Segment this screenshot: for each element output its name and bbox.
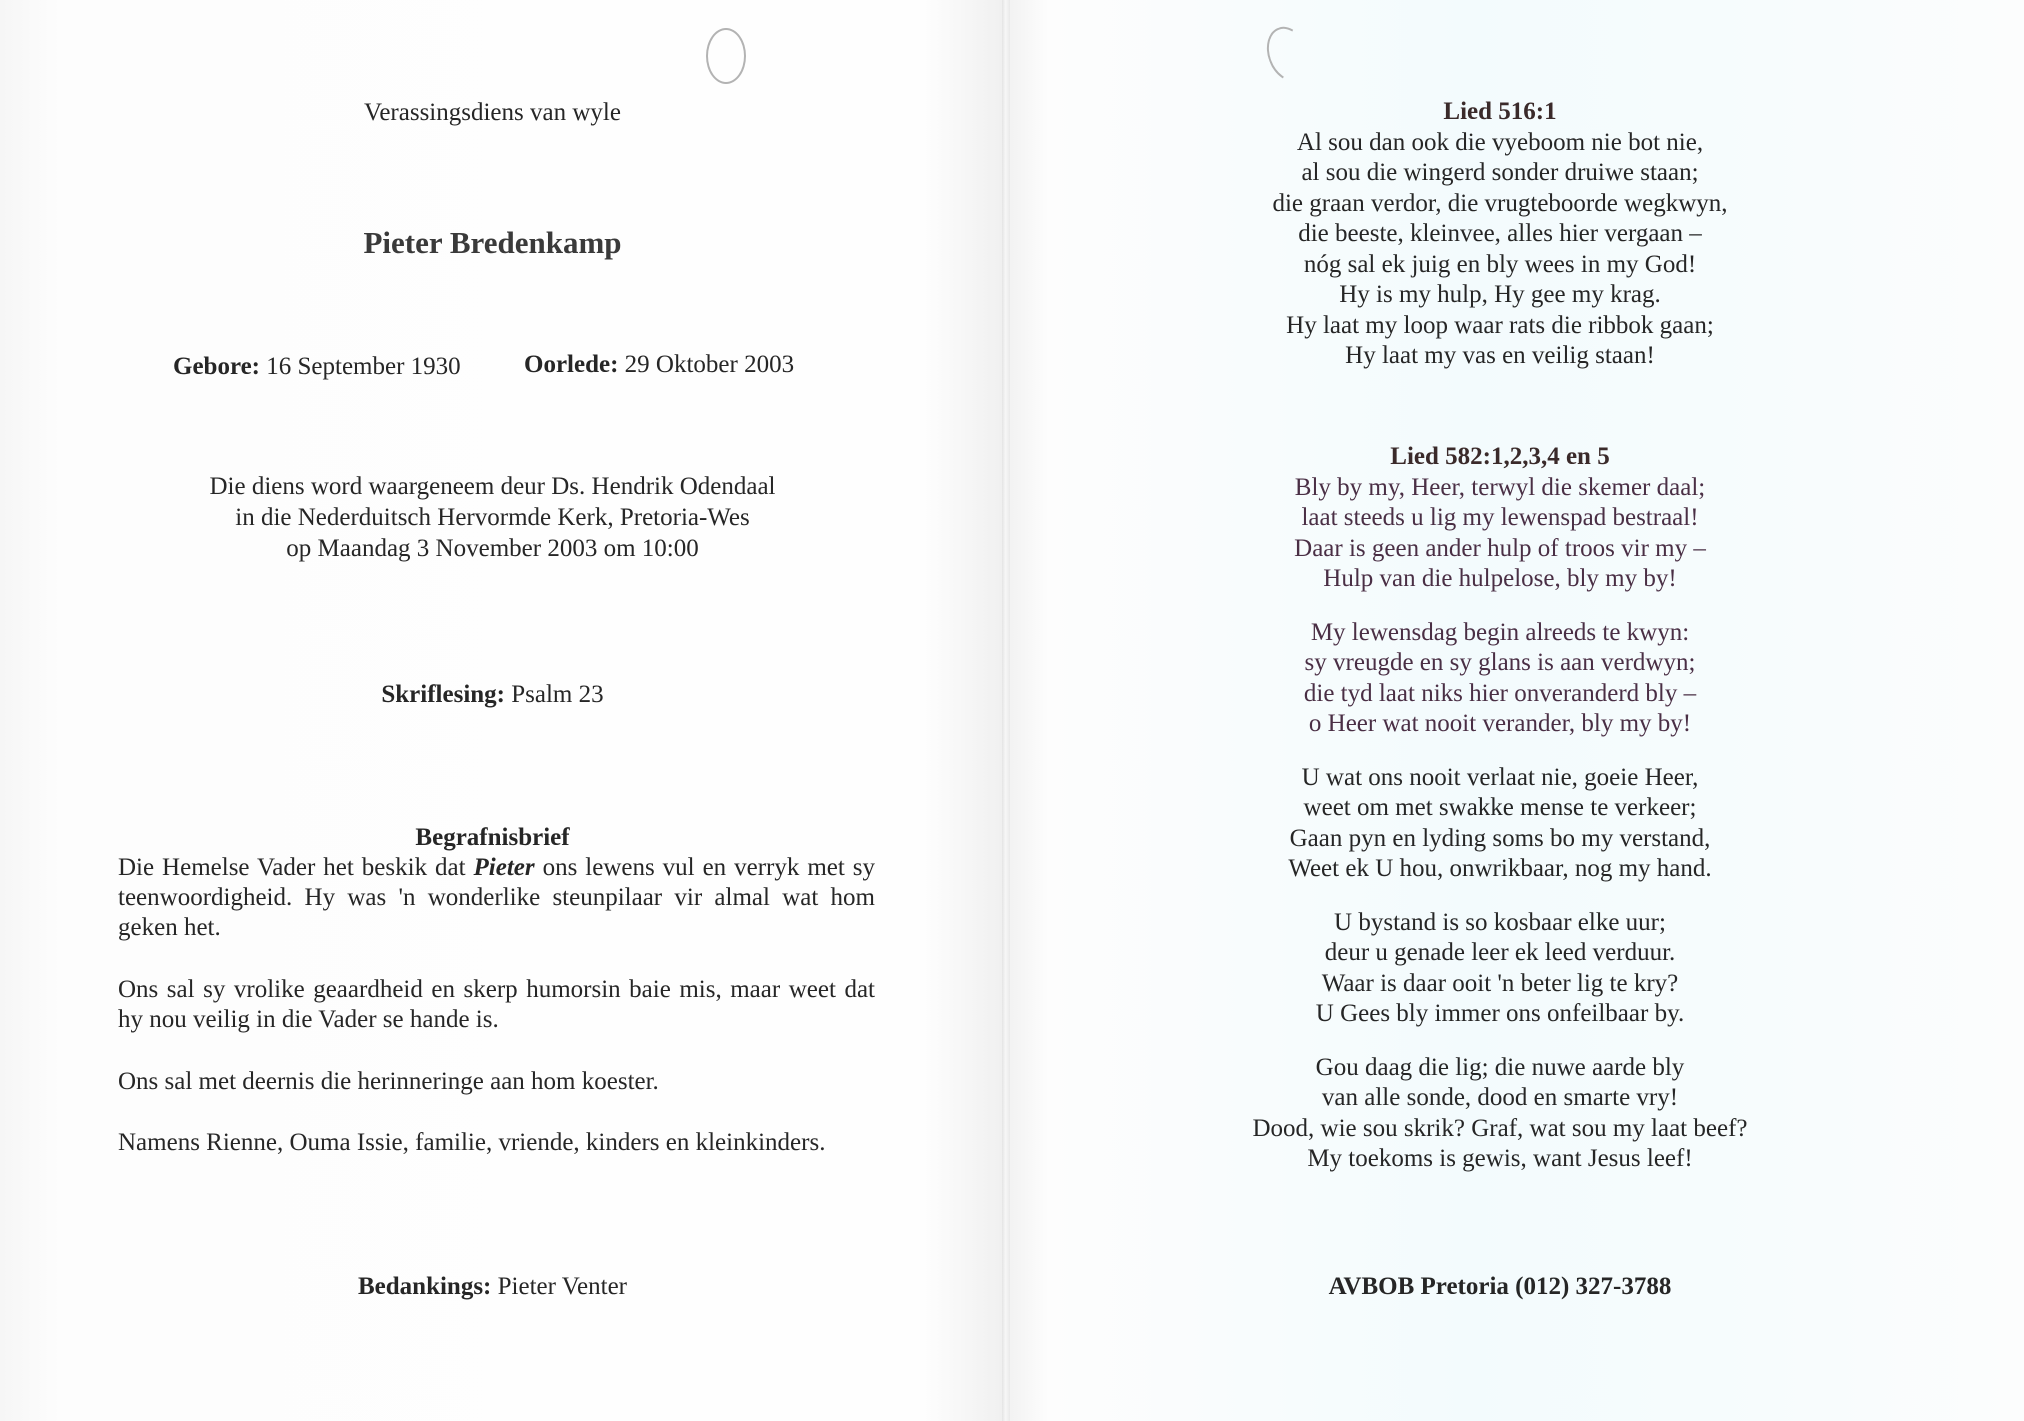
hymn-line: My lewensdag begin alreeds te kwyn: (1310, 618, 1690, 646)
thanks-label: Bedankings: (358, 1273, 492, 1300)
death-date (524, 350, 794, 380)
hymn-line: die beeste, kleinvee, alles hier vergaan – (1298, 220, 1702, 247)
thanks-value: Pieter Venter (497, 1273, 627, 1300)
hymn-stanza (1200, 908, 1800, 1030)
hymn-516 (1200, 97, 1800, 372)
birth-date (173, 352, 461, 382)
reading-value: Psalm 23 (511, 681, 604, 708)
hymn-582 (1200, 442, 1800, 1198)
hymn-stanza (1200, 618, 1800, 740)
hymn-line: die graan verdor, die vrugteboorde wegkwyn, (1272, 189, 1728, 217)
hymn-line: sy vreugde en sy glans is aan verdwyn; (1304, 649, 1696, 676)
service-line: Die diens word waargeneem deur Ds. Hendrik Odendaal (209, 473, 776, 500)
hymn-line: My toekoms is gewis, want Jesus leef! (1307, 1145, 1693, 1172)
letter-title: Begrafnisbrief (415, 824, 570, 851)
intro-line: Verassingsdiens van wyle (364, 99, 621, 126)
hymn-line: Waar is daar ooit 'n beter lig te kry? (1321, 969, 1679, 997)
hymn-line: Al sou dan ook die vyeboom nie bot nie, (1296, 128, 1704, 156)
funeral-home-footer: AVBOB Pretoria (012) 327-3788 (1328, 1273, 1672, 1300)
hymn-line: deur u genade leer ek leed verduur. (1324, 939, 1676, 966)
hymn-line: Bly by my, Heer, terwyl die skemer daal; (1294, 473, 1706, 501)
hymn-line: o Heer wat nooit verander, bly my by! (1308, 710, 1692, 737)
service-line: in die Nederduitsch Hervormde Kerk, Pretoria-Wes (235, 504, 750, 531)
hymn-line: U wat ons nooit verlaat nie, goeie Heer, (1301, 763, 1699, 791)
hymn-line: Gaan pyn en lyding soms bo my verstand, (1289, 824, 1711, 852)
hymn-line: nóg sal ek juig en bly wees in my God! (1303, 250, 1697, 278)
hymn-line: die tyd laat niks hier onveranderd bly – (1303, 679, 1697, 707)
letter-p1-name: Pieter (473, 854, 535, 881)
hymn-line: laat steeds u lig my lewenspad bestraal! (1301, 504, 1699, 531)
letter-paragraph: Namens Rienne, Ouma Issie, familie, vriende, kinders en kleinkinders. (118, 1129, 826, 1156)
hymn-line: Daar is geen ander hulp of troos vir my – (1294, 534, 1706, 562)
funeral-letter (118, 853, 875, 1190)
hymn-line: Hy is my hulp, Hy gee my krag. (1339, 281, 1661, 308)
deceased-name: Pieter Bredenkamp (363, 225, 622, 260)
scripture-reading (200, 680, 785, 710)
died-value: 29 Oktober 2003 (624, 351, 795, 378)
service-details (110, 472, 875, 565)
died-label: Oorlede: (524, 351, 619, 378)
hymn-title: Lied 582:1,2,3,4 en 5 (1390, 443, 1610, 470)
hymn-line: Dood, wie sou skrik? Graf, wat sou my laat beef? (1252, 1114, 1748, 1142)
letter-paragraph: Ons sal met deernis die herinneringe aan hom koester. (118, 1068, 659, 1095)
page-fold (1002, 0, 1010, 1421)
left-page (0, 0, 1003, 1421)
hymn-line: Hy laat my vas en veilig staan! (1345, 342, 1655, 369)
hymn-title: Lied 516:1 (1443, 98, 1557, 125)
letter-p1-start: Die Hemelse Vader het beskik dat (118, 854, 474, 881)
service-line: op Maandag 3 November 2003 om 10:00 (286, 535, 699, 562)
born-value: 16 September 1930 (266, 353, 461, 380)
hymn-line: Hulp van die hulpelose, bly my by! (1323, 565, 1677, 592)
letter-p1-end: ons lewens vul en verryk met sy teenwoordigheid. Hy was 'n wonderlike steunpilaar vir almal wat hom geken het. (118, 854, 876, 941)
hymn-line: weet om met swakke mense te verkeer; (1303, 794, 1697, 821)
letter-paragraph: Ons sal sy vrolike geaardheid en skerp humorsin baie mis, maar weet dat hy nou veilig in die Vader se hande is. (118, 976, 875, 1033)
hymn-stanza (1200, 763, 1800, 885)
hymn-line: al sou die wingerd sonder druiwe staan; (1301, 159, 1699, 186)
hymn-line: Gou daag die lig; die nuwe aarde bly (1315, 1053, 1685, 1081)
hymn-stanza (1200, 473, 1800, 595)
born-label: Gebore: (173, 353, 261, 380)
reading-label: Skriflesing: (381, 681, 505, 708)
hymn-line: Hy laat my loop waar rats die ribbok gaan; (1286, 311, 1714, 339)
punch-hole-left (706, 28, 746, 84)
hymn-stanza (1200, 1053, 1800, 1175)
acknowledgements (200, 1272, 785, 1302)
hymn-line: Weet ek U hou, onwrikbaar, nog my hand. (1288, 855, 1712, 882)
hymn-line: van alle sonde, dood en smarte vry! (1321, 1084, 1679, 1111)
letter-paragraph (118, 853, 875, 943)
hymn-line: U Gees bly immer ons onfeilbaar by. (1315, 1000, 1685, 1027)
hymn-line: U bystand is so kosbaar elke uur; (1334, 908, 1666, 936)
